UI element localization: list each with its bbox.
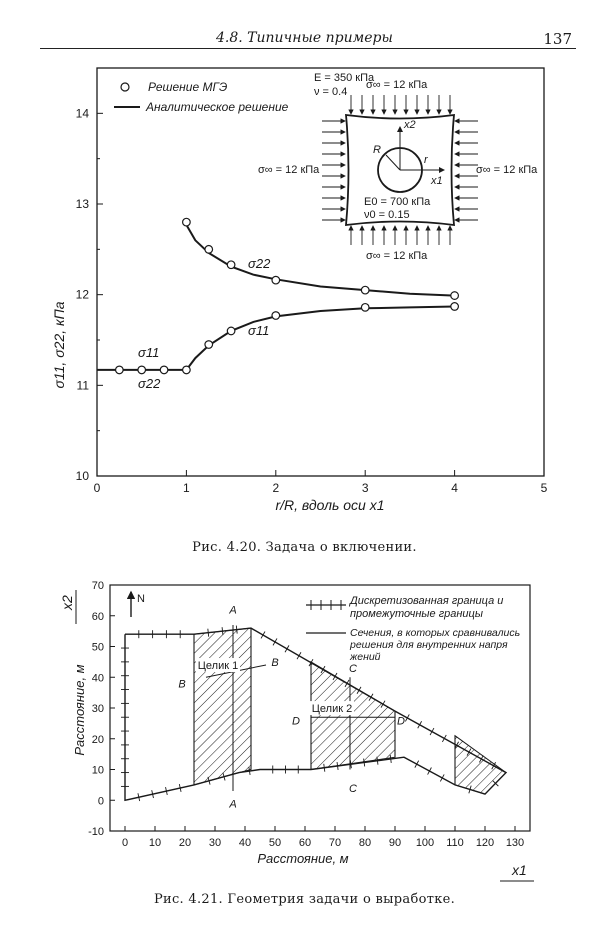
bem-point xyxy=(183,218,191,226)
x-tick-label: 0 xyxy=(121,837,129,849)
inset-sigma-top: σ∞ = 12 кПа xyxy=(366,79,428,91)
x-tick-label: 1 xyxy=(183,481,190,495)
x-tick-label: 10 xyxy=(148,837,162,849)
north-label: N xyxy=(137,593,145,605)
legend-marker-points xyxy=(121,83,129,91)
bem-point xyxy=(227,327,235,335)
y-tick-label: -10 xyxy=(88,826,104,838)
x-tick-label: 50 xyxy=(268,837,282,849)
y-tick-label: 60 xyxy=(91,610,104,623)
section-label: B xyxy=(178,678,186,691)
x-tick-label: 80 xyxy=(358,837,372,849)
hatched-region xyxy=(455,736,506,794)
diagram-x-label: Расстояние, м xyxy=(257,851,349,866)
inset-nu0-label: ν0 = 0.15 xyxy=(364,209,410,221)
inset-e0-label: E0 = 700 кПа xyxy=(364,196,431,208)
section-label: C xyxy=(349,782,357,795)
x-tick-label: 120 xyxy=(475,837,495,849)
y-axis-label: σ11, σ22, кПа xyxy=(51,301,67,389)
figure2-caption: Рис. 4.21. Геометрия задачи о выработке. xyxy=(153,892,456,907)
x-tick-label: 5 xyxy=(540,481,548,495)
region-label: Целик 2 xyxy=(311,703,353,716)
inset-r-label: r xyxy=(424,154,428,166)
legend-points-label: Решение МГЭ xyxy=(148,80,228,94)
inset-sigma-right: σ∞ = 12 кПа xyxy=(476,164,538,176)
running-header xyxy=(40,26,576,49)
radius-line xyxy=(386,155,400,170)
y-tick-label: 70 xyxy=(91,580,104,592)
legend-sections-label: Сечения, в которых сравнивались решения для внутренних напря жений xyxy=(350,627,521,663)
bem-point xyxy=(272,276,280,284)
inset-r-big-label: R xyxy=(373,144,381,156)
y-tick-label: 11 xyxy=(76,378,89,393)
bem-point xyxy=(451,303,459,311)
section-label: D xyxy=(397,715,405,728)
series-points xyxy=(116,218,459,373)
x-tick-label: 2 xyxy=(272,481,280,495)
hatched-region xyxy=(194,628,251,785)
inset-e-label: E = 350 кПа xyxy=(314,72,375,84)
curve-label-left-lower: σ22 xyxy=(138,376,161,391)
x-tick-label: 30 xyxy=(208,837,222,849)
bem-point xyxy=(361,304,369,312)
inset-diagram xyxy=(258,72,538,262)
x-tick-label: 110 xyxy=(446,837,464,849)
y-tick-label: 10 xyxy=(91,764,104,777)
y-tick-label: 10 xyxy=(75,469,89,483)
x-tick-label: 3 xyxy=(361,481,369,495)
curve-label-left-upper: σ11 xyxy=(138,345,160,360)
bem-point xyxy=(272,312,280,320)
x-tick-label: 0 xyxy=(93,481,101,495)
y-tick-label: 0 xyxy=(97,795,104,808)
x-tick-label: 40 xyxy=(238,837,252,849)
section-label: B xyxy=(271,656,279,669)
region-label: Целик 1 xyxy=(197,660,239,673)
legend-line-label: Аналитическое решение xyxy=(146,100,289,114)
page-number: 137 xyxy=(543,30,572,48)
y-tick-label: 13 xyxy=(75,197,89,211)
bem-point xyxy=(116,366,124,374)
inset-x1-label: x1 xyxy=(431,175,443,187)
figure1-caption: Рис. 4.20. Задача о включении. xyxy=(192,540,417,555)
diagram-y-label: Расстояние, м xyxy=(72,664,87,756)
axis-x2-name: x2 xyxy=(59,595,75,610)
figure-excavation-geometry xyxy=(0,570,609,890)
x-tick-label: 100 xyxy=(415,837,435,849)
plot-frame xyxy=(97,68,544,476)
y-tick-label: 40 xyxy=(91,672,104,685)
x-axis-label: r/R, вдоль оси x1 xyxy=(275,497,385,513)
diagram-legend xyxy=(306,595,523,663)
section-label: C xyxy=(349,663,357,676)
diagram-axis-ticks xyxy=(88,580,524,849)
section-label: A xyxy=(229,604,237,617)
bem-point xyxy=(138,366,146,374)
y-tick-label: 14 xyxy=(75,106,89,121)
bem-point xyxy=(451,292,459,300)
x-tick-label: 130 xyxy=(505,837,525,849)
bem-point xyxy=(183,366,191,374)
curve-label-upper: σ22 xyxy=(248,256,271,271)
hatched-region xyxy=(311,662,395,770)
inset-nu-label: ν = 0.4 xyxy=(314,86,348,98)
bem-point xyxy=(227,261,235,269)
x-tick-label: 90 xyxy=(388,837,402,849)
x-tick-label: 60 xyxy=(298,837,312,849)
y-tick-label: 50 xyxy=(91,641,104,654)
figure-inclusion-chart xyxy=(0,55,609,535)
x-tick-label: 4 xyxy=(451,481,458,495)
x-tick-label: 20 xyxy=(178,837,192,849)
inset-sigma-left: σ∞ = 12 кПа xyxy=(258,164,320,176)
y-tick-label: 30 xyxy=(91,703,104,715)
axis-x1-name: x1 xyxy=(512,862,527,878)
section-label: D xyxy=(292,715,300,728)
running-title: 4.8. Типичные примеры xyxy=(216,30,393,46)
x-tick-label: 70 xyxy=(328,837,342,849)
bem-point xyxy=(205,341,213,349)
legend-boundary-label: Дискретизованная граница и промежуточные границы xyxy=(350,595,504,620)
bem-point xyxy=(361,286,369,294)
section-label: A xyxy=(229,798,237,811)
inset-x2-label: x2 xyxy=(404,119,416,131)
y-tick-label: 20 xyxy=(91,733,104,746)
y-tick-label: 12 xyxy=(75,287,89,302)
bem-point xyxy=(205,246,213,254)
curve-label-lower: σ11 xyxy=(248,323,270,338)
inset-sigma-bottom: σ∞ = 12 кПа xyxy=(366,250,428,262)
bem-point xyxy=(160,366,168,374)
